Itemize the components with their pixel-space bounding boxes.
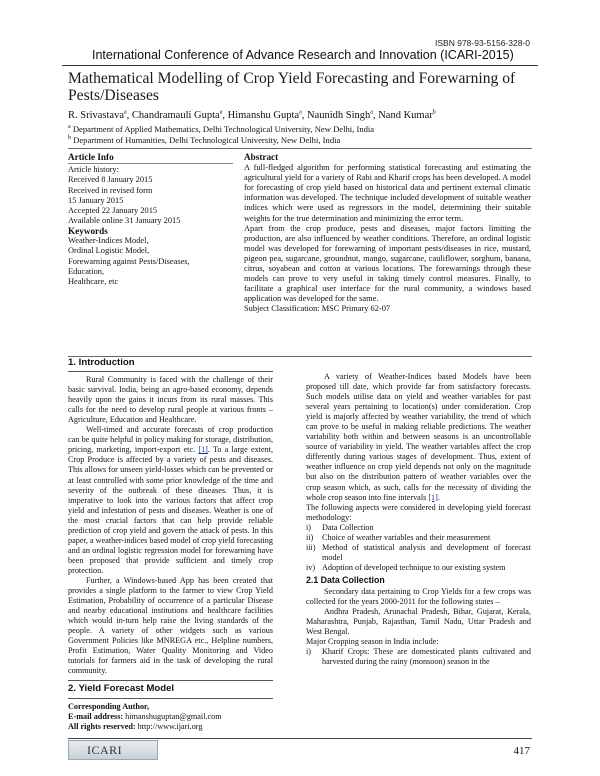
list-item: iv) Adoption of developed technique to our existing system	[306, 562, 506, 572]
abstract-divider	[68, 356, 532, 357]
affiliation-divider	[68, 148, 532, 149]
methodology-list	[306, 523, 531, 573]
keywords-heading: Keywords	[68, 226, 108, 236]
author-name: Chandramauli Gupta	[131, 110, 220, 121]
article-info	[68, 152, 236, 226]
isbn-text: ISBN 978-93-5156-328-0	[435, 38, 530, 48]
divider	[68, 680, 273, 681]
author-name: R. Srivastava	[68, 110, 124, 121]
affiliation-mark: a	[370, 109, 373, 116]
body-paragraph: Major Cropping season in India include:	[306, 637, 439, 647]
abstract	[244, 152, 531, 315]
article-history-line: Article history:	[68, 165, 119, 175]
body-paragraph: A variety of Weather-Indices based Models have been proposed till date, which provide far from satisfactory forecasts. Such models utilise data on yield and weather variables for past several years pertaining to location(s) under consideration. Crop yield is majorly affected by weather variability, the trend of which can prove to be useful in making reliable predictions. The weather variability both within and between seasons is an uncontrollable source of variability in yield. The weather variables affect the crop differently during various stages of development. Thus, extent of weather influence on crop yield depends not only on the magnitude but also on the distribution pattern of weather variables over the crop season which, as such, calls for the necessity of dividing the whole crop season into fine intervals [1].	[306, 372, 531, 502]
body-paragraph: The following aspects were considered in developing yield forecast methodology:	[306, 502, 531, 522]
season-list	[306, 647, 531, 667]
abstract-heading: Abstract	[244, 152, 279, 162]
list-item: iii) Method of statistical analysis and development of forecast model	[306, 542, 531, 562]
article-history-line: Accepted 22 January 2015	[68, 206, 158, 216]
subsection-heading-data-collection: 2.1 Data Collection	[306, 574, 385, 585]
subject-classification: Subject Classification: MSC Primary 62-07	[244, 304, 391, 314]
affiliation-b: $^b$ Department of Humanities, Delhi Technological University, New Delhi, India	[68, 135, 341, 145]
keyword-item: Education,	[68, 266, 105, 276]
right-column	[306, 372, 531, 667]
keyword-item: Forewarning against Pests/Diseases,	[68, 256, 190, 266]
divider	[68, 163, 233, 164]
article-info-heading: Article Info	[68, 152, 114, 162]
author-name: Nand Kumar	[378, 110, 433, 121]
article-history-line: Received 8 January 2015	[68, 175, 153, 185]
author-name: Naunidh Singh	[307, 110, 371, 121]
website-link[interactable]: http://www.ijari.org	[137, 721, 203, 731]
left-column	[68, 358, 273, 732]
abstract-paragraph: A full-fledged algorithm for performing statistical forecasting and estimating the agricultural yield for a variety of Rabi and Kharif crops has been developed. A model for forecasting of crop yield based on historical data and pertinent external climatic information was developed. The technique included development of suitable weather indices which were used as regressors in the model, determining their suitable weights for the true determination and minimizing the error term.	[244, 163, 531, 223]
email-link[interactable]: himanshuguptan@gmail.com	[125, 711, 222, 721]
conference-title: International Conference of Advance Research and Innovation (ICARI-2015)	[92, 48, 514, 62]
affiliation-a: $^a$ Department of Applied Mathematics, Delhi Technological University, New Delhi, India	[68, 124, 375, 134]
article-history-line: Received in revised form	[68, 185, 153, 195]
body-paragraph: Further, a Windows-based App has been created that provides a single platform to the farmer to view Crop Yield Estimation, Probability of occurrence of a particular Disease and nearby educational institutions and healthcare facilities which would in-turn help raise the living standards of the people. A variety of other widgets such as various Government Policies like MNREGA etc., Helpline numbers, Profit Estimation, Water Quality Monitoring and Video tutorials for farmers aid in the task of developing the rural community.	[68, 575, 273, 676]
keyword-item: Ordinal Logistic Model,	[68, 246, 150, 256]
affiliation-mark: a	[124, 109, 127, 116]
affiliation-mark: a	[299, 109, 302, 116]
author-name: Himanshu Gupta	[227, 110, 300, 121]
list-item: i) Data Collection	[306, 522, 374, 532]
paper-title: Mathematical Modelling of Crop Yield Forecasting and Forewarning of Pests/Diseases	[68, 70, 516, 104]
affiliation-mark: b	[432, 109, 436, 116]
page-number: 417	[513, 745, 530, 757]
section-heading-yield-model: 2. Yield Forecast Model	[68, 683, 175, 695]
section-heading-introduction: 1. Introduction	[68, 357, 135, 368]
article-history-line: 15 January 2015	[68, 195, 124, 205]
abstract-paragraph: Apart from the crop produce, pests and diseases, major factors limiting the production, are also influenced by weather conditions. Therefore, an ordinal logistic model was developed for forewarning of important pests/diseases in rice, mustard, pigeon pea, sugarcane, groundnut, mango, sugarcane, cauliflower, sorghum, banana, citrus, soyabean and cotton at various locations. The forewarnings through these models can prove to very useful in taking timely control measures. Finally, to facilitate a graphical user interface for the rural community, a windows based application was developed for the same.	[244, 223, 531, 304]
citation-link[interactable]: [1]	[198, 445, 208, 455]
body-paragraph: Andhra Pradesh, Arunachal Pradesh, Bihar, Gujarat, Kerala, Maharashtra, Punjab, Rajasthan, Tamil Nadu, Uttar Pradesh and West Bengal.	[306, 607, 531, 637]
body-paragraph: Rural Community is faced with the challenge of their basic survival. India, being an agro-based economy, depends heavily upon the gains it incurs from its rural masses. This calls for the need to develop rural people at various fronts – Agriculture, Education and Healthcare.	[68, 375, 273, 425]
header-divider	[62, 65, 538, 66]
keyword-item: Healthcare, etc	[68, 277, 119, 287]
footer-divider	[68, 738, 532, 739]
icari-logo: ICARI	[68, 740, 158, 760]
keywords	[68, 226, 236, 287]
citation-link[interactable]: [1]	[428, 492, 438, 502]
article-history-line: Available online 31 January 2015	[68, 216, 181, 226]
list-item: i) Kharif Crops: These are domesticated plants cultivated and harvested during the rainy (monsoon) season in the	[306, 647, 531, 667]
divider	[68, 371, 273, 372]
affiliation-mark: a	[219, 109, 223, 116]
body-paragraph: Secondary data pertaining to Crop Yields for a few crops was collected for the years 2000-2011 for the following states –	[306, 586, 531, 607]
body-paragraph: Well-timed and accurate forecasts of crop production can be quite helpful in policy making for storage, distribution, pricing, marketing, import-export etc. [1]. To a large extent, Crop Produce is affected by a variety of pests and diseases. This allows for unseen yield-losses which can be prevented or at least controlled with some prior knowledge of the time and severity of the outbreak of these diseases. Thus, it is imperative to look into the various factors that affect crop yield and infestation of pests and diseases. Weather is one of the most crucial factors that can help provide reliable prediction of crop yield and govern the attack of pests. In this paper, a weather-indices based model of crop yield forecasting and an ordinal logistic regression model for forewarning have been proposed that provide sufficient and timely crop protection.	[68, 425, 274, 575]
keyword-item: Weather-Indices Model,	[68, 236, 149, 246]
list-item: ii) Choice of weather variables and their measurement	[306, 532, 491, 542]
author-list: R. Srivastava$^a$, Chandramauli Gupta$^a$, Himanshu Gupta$^a$, Naunidh Singh$^a$, Nand Kumar$^b$	[68, 109, 436, 121]
divider	[68, 698, 273, 699]
corresponding-author: Corresponding Author, E-mail address: himanshuguptan@gmail.com All rights reserved: http://www.ijari.org	[68, 701, 222, 731]
